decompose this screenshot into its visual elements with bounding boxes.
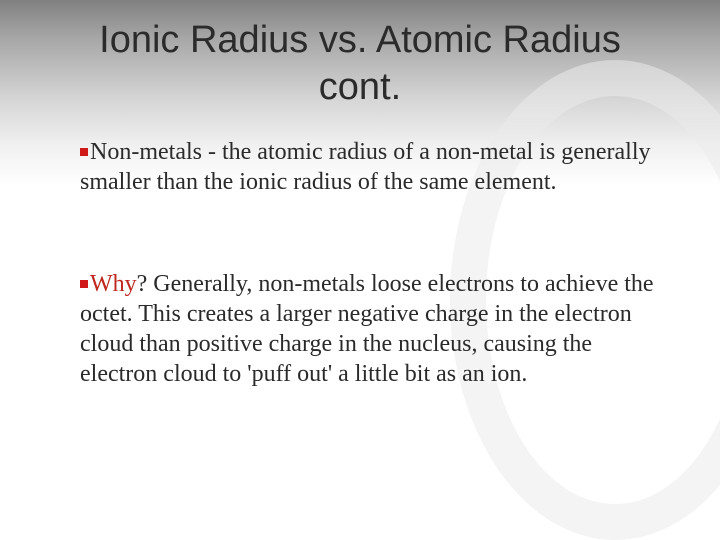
red-square-bullet-icon: [80, 280, 88, 288]
bullet-highlight-term: Why: [90, 271, 137, 297]
bullet-list: [80, 137, 660, 389]
bullet-text: ? Generally, non-metals loose electrons to achieve the octet. This creates a larger negative charge in the electron cloud than positive charge in the nucleus, causing the electron cloud to 'puff out' a little bit as an ion.: [80, 271, 654, 387]
slide-title: Ionic Radius vs. Atomic Radius cont.: [99, 19, 621, 108]
red-square-bullet-icon: [80, 148, 88, 156]
bullet-item-nonmetals: [80, 137, 660, 197]
bullet-text: Non-metals - the atomic radius of a non-metal is generally smaller than the ionic radius of the same element.: [80, 139, 651, 195]
bullet-item-why: [80, 269, 660, 389]
